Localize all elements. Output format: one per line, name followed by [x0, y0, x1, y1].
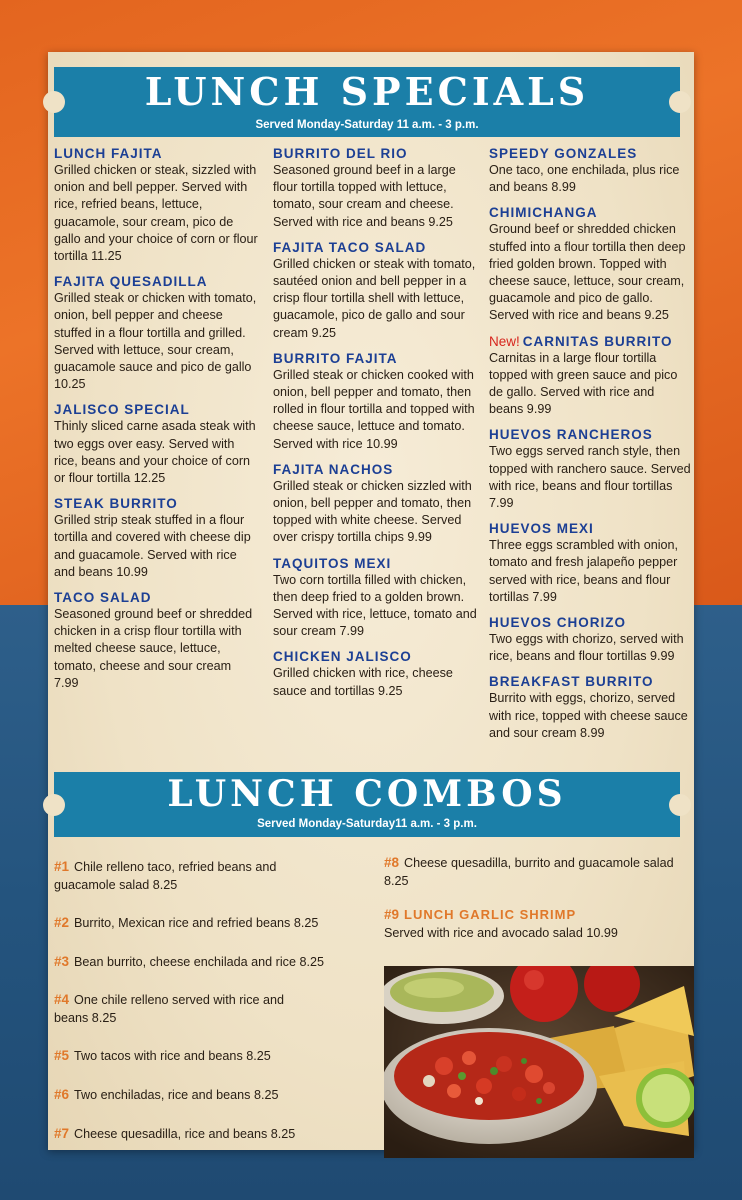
menu-item — [54, 273, 259, 393]
menu-item — [489, 426, 691, 512]
item-desc: Grilled steak or chicken sizzled with onion, bell pepper and tomato, then topped with white cheese. Served over crispy tortilla chips 9.99 — [273, 478, 472, 545]
combo-item — [54, 1086, 354, 1105]
lunch-specials-subtitle: Served Monday-Saturday 11 a.m. - 3 p.m. — [255, 119, 479, 131]
specials-column-2 — [273, 145, 481, 708]
item-name: FAJITA TACO SALAD — [273, 239, 427, 255]
new-badge: New! — [489, 333, 520, 349]
combo-desc: Cheese quesadilla, burrito and guacamole salad 8.25 — [384, 856, 674, 888]
item-name: SPEEDY GONZALES — [489, 146, 638, 161]
combo-desc: One chile relleno served with rice and beans 8.25 — [54, 993, 285, 1025]
item-name — [489, 333, 691, 350]
combo-number: #9 — [384, 907, 400, 922]
item-desc: Two eggs with chorizo, served with rice, beans and flour tortillas 9.99 — [489, 632, 684, 664]
item-name: LUNCH FAJITA — [54, 146, 163, 161]
item-desc: Seasoned ground beef or shredded chicken in a crisp flour tortilla with melted cheese sauce, lettuce, tomato, cheese and sour cream 7.99 — [54, 607, 253, 690]
combo-number: #3 — [54, 954, 70, 969]
menu-item — [273, 648, 481, 699]
combo-number: #6 — [54, 1087, 70, 1102]
lunch-specials-banner — [54, 67, 680, 137]
item-name: CHICKEN JALISCO — [273, 649, 412, 665]
lunch-combos-banner — [54, 772, 680, 837]
item-desc: Thinly sliced carne asada steak with two eggs over easy. Served with rice, beans and your choice of corn or flour tortilla 12.25 — [54, 419, 256, 486]
item-desc: Carnitas in a large flour tortilla topped with green sauce and pico de gallo. Served with rice and beans 9.99 — [489, 350, 678, 417]
combo-item — [54, 1125, 354, 1144]
item-name: HUEVOS CHORIZO — [489, 615, 627, 631]
item-name: HUEVOS RANCHEROS — [489, 427, 653, 443]
combo-desc: Two tacos with rice and beans 8.25 — [74, 1049, 271, 1063]
menu-item — [273, 239, 481, 342]
menu-item — [489, 614, 691, 665]
menu-item — [489, 333, 691, 419]
combo-item — [384, 906, 684, 942]
combo-desc: Cheese quesadilla, rice and beans 8.25 — [74, 1127, 296, 1141]
item-desc: Ground beef or shredded chicken stuffed into a flour tortilla then deep fried golden brown. Topped with cheese sauce, lettuce, sour cream, guacamole and pico de gallo. Served with rice and beans 9.25 — [489, 222, 686, 323]
combo-item — [54, 953, 354, 972]
combo-name: LUNCH GARLIC SHRIMP — [404, 907, 577, 922]
item-desc: Grilled steak or chicken with tomato, onion, bell pepper and cheese stuffed in a flour tortilla and grilled. Served with lettuce, sour cream, guacamole sauce and pico de gallo 10.25 — [54, 291, 257, 392]
menu-item — [54, 145, 259, 265]
item-name: FAJITA QUESADILLA — [54, 274, 208, 290]
lunch-combos-title: LUNCH COMBOS — [167, 773, 567, 815]
combo-number: #2 — [54, 915, 70, 930]
combo-item — [54, 858, 304, 894]
combo-item — [54, 914, 354, 933]
lunch-specials-title: LUNCH SPECIALS — [144, 69, 590, 114]
item-name: TACO SALAD — [54, 590, 152, 606]
item-name: JALISCO SPECIAL — [54, 402, 190, 418]
menu-item — [273, 145, 481, 231]
specials-column-1 — [54, 145, 259, 700]
combo-desc: Bean burrito, cheese enchilada and rice 8.25 — [74, 955, 324, 969]
combo-number: #7 — [54, 1126, 70, 1141]
item-desc: Grilled chicken or steak with tomato, sautéed onion and bell pepper in a crisp flour tortilla shell with lettuce, guacamole, pico de gallo and sour cream 9.25 — [273, 256, 476, 340]
menu-item — [489, 520, 691, 606]
item-desc: Two corn tortilla filled with chicken, then deep fried to a golden brown. Served with rice, lettuce, tomato and sour cream 7.99 — [273, 572, 477, 639]
combo-number: #5 — [54, 1048, 70, 1063]
menu-item — [489, 673, 691, 742]
salsa-chips-illustration — [384, 966, 694, 1158]
combo-number: #8 — [384, 855, 400, 870]
item-name: BURRITO DEL RIO — [273, 146, 408, 161]
specials-column-3 — [489, 145, 691, 750]
item-name: HUEVOS MEXI — [489, 521, 594, 537]
menu-item — [273, 350, 481, 453]
menu-item — [489, 204, 691, 324]
item-name: BURRITO FAJITA — [273, 350, 398, 366]
item-desc: Grilled steak or chicken cooked with onion, bell pepper and tomato, then rolled in flour tortilla and topped with cheese sauce, lettuce and tomato. Served with rice 10.99 — [273, 367, 475, 451]
combo-desc: Chile relleno taco, refried beans and guacamole salad 8.25 — [54, 860, 277, 892]
menu-item — [489, 145, 691, 196]
item-name: BREAKFAST BURRITO — [489, 674, 654, 690]
item-desc: One taco, one enchilada, plus rice and beans 8.99 — [489, 163, 680, 195]
item-desc: Seasoned ground beef in a large flour tortilla topped with lettuce, tomato, sour cream and cheese. Served with rice and beans 9.25 — [273, 163, 456, 229]
combo-item — [384, 854, 674, 890]
lunch-combos-subtitle: Served Monday-Saturday11 a.m. - 3 p.m. — [257, 818, 477, 830]
item-desc: Grilled strip steak stuffed in a flour tortilla and covered with cheese dip and guacamole. Served with rice and beans 10.99 — [54, 513, 251, 579]
menu-item — [54, 589, 259, 692]
item-desc: Grilled chicken with rice, cheese sauce and tortillas 9.25 — [273, 666, 453, 698]
menu-item — [273, 555, 481, 641]
item-name: TAQUITOS MEXI — [273, 555, 392, 571]
combo-desc: Burrito, Mexican rice and refried beans 8.25 — [74, 916, 319, 930]
combo-desc: Two enchiladas, rice and beans 8.25 — [74, 1088, 279, 1102]
item-name-text: CARNITAS BURRITO — [522, 333, 673, 349]
item-name: STEAK BURRITO — [54, 496, 178, 512]
combo-desc: Served with rice and avocado salad 10.99 — [384, 925, 618, 940]
item-name: CHIMICHANGA — [489, 205, 598, 221]
salsa-chips-photo — [384, 966, 694, 1158]
combo-item — [54, 1047, 354, 1066]
item-name: FAJITA NACHOS — [273, 461, 394, 477]
item-desc: Burrito with eggs, chorizo, served with rice, topped with cheese sauce and sour cream 8.99 — [489, 691, 688, 740]
menu-item — [54, 401, 259, 487]
menu-item — [273, 461, 481, 547]
combo-number: #1 — [54, 859, 70, 874]
combo-number: #4 — [54, 992, 70, 1007]
item-desc: Two eggs served ranch style, then topped with ranchero sauce. Served with rice, beans and flour tortillas 7.99 — [489, 444, 691, 511]
menu-item — [54, 495, 259, 581]
item-desc: Grilled chicken or steak, sizzled with onion and bell pepper. Served with rice, refried beans, lettuce, guacamole, sour cream, pico de gallo and your choice of corn or flour tortilla 11.25 — [54, 163, 258, 264]
item-desc: Three eggs scrambled with onion, tomato and fresh jalapeño pepper served with rice, beans and flour tortillas 7.99 — [489, 538, 679, 604]
combo-item — [54, 991, 319, 1027]
